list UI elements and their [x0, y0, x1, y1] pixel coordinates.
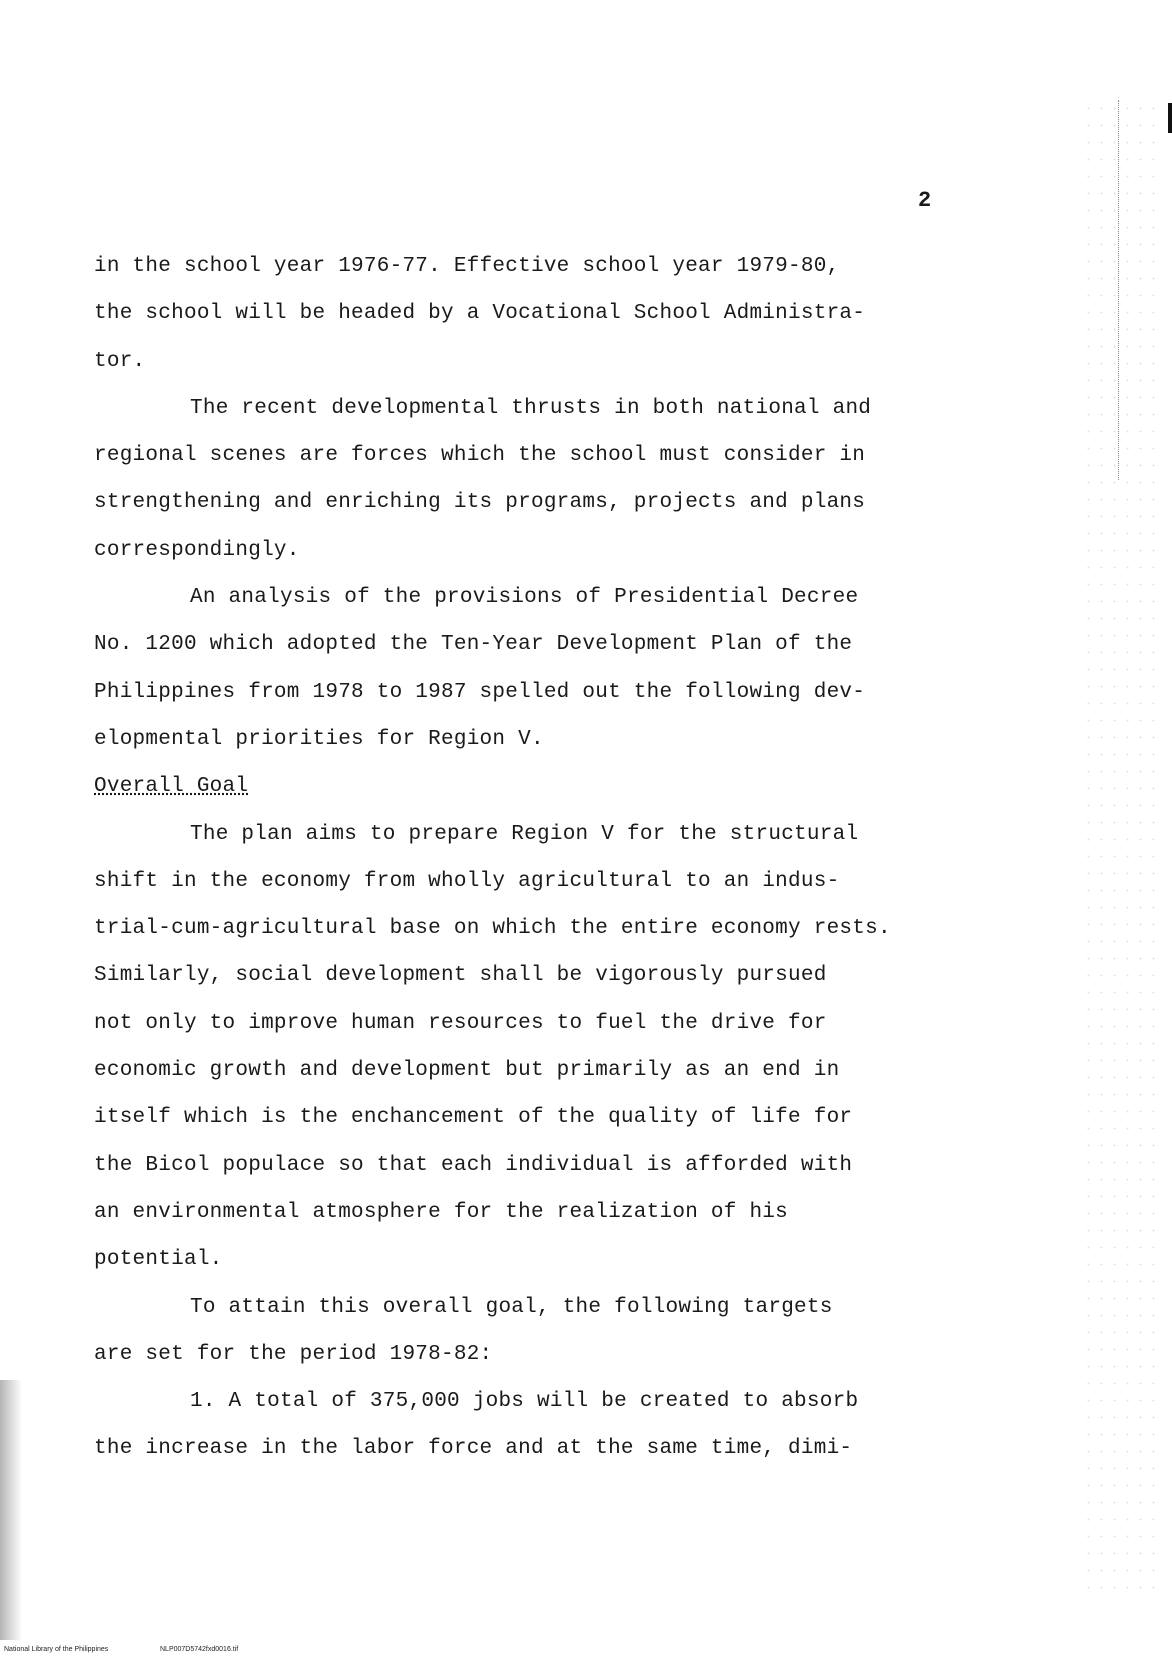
- text-line: Philippines from 1978 to 1987 spelled out the following dev-: [94, 680, 866, 704]
- text-line: tor.: [94, 349, 146, 373]
- text-line: shift in the economy from wholly agricultural to an indus-: [94, 869, 840, 893]
- text-line: The recent developmental thrusts in both national and: [190, 396, 872, 420]
- text-line: Similarly, social development shall be vigorously pursued: [94, 964, 827, 988]
- text-line: economic growth and development but primarily as an end in: [94, 1059, 840, 1083]
- text-line: the school will be headed by a Vocational School Administra-: [94, 302, 866, 326]
- text-line: in the school year 1976-77. Effective school year 1979-80,: [94, 255, 840, 278]
- scan-left-shadow: [0, 1380, 22, 1640]
- text-line: No. 1200 which adopted the Ten-Year Development Plan of the: [94, 633, 853, 657]
- text-line: strengthening and enriching its programs, projects and plans: [94, 491, 866, 515]
- footer-library: National Library of the Philippines: [4, 1646, 109, 1653]
- page-number: 2: [918, 188, 932, 213]
- text-line: the Bicol populace so that each individual is afforded with: [94, 1153, 853, 1177]
- text-line: trial-cum-agricultural base on which the entire economy rests.: [94, 917, 891, 941]
- text-line: The plan aims to prepare Region V for the structural: [190, 822, 859, 846]
- text-line: An analysis of the provisions of Presidential Decree: [190, 586, 859, 610]
- scan-edge-line: [1118, 100, 1120, 480]
- list-item: 1. A total of 375,000 jobs will be created to absorb: [190, 1390, 859, 1414]
- document-body: [94, 252, 944, 1482]
- text-line: are set for the period 1978-82:: [94, 1342, 493, 1366]
- scan-edge-mark: [1168, 103, 1172, 133]
- text-line: regional scenes are forces which the school must consider in: [94, 444, 866, 468]
- text-line: an environmental atmosphere for the realization of his: [94, 1200, 789, 1224]
- text-line: potential.: [94, 1248, 223, 1272]
- text-line: To attain this overall goal, the following targets: [190, 1295, 833, 1319]
- text-line: not only to improve human resources to fuel the drive for: [94, 1011, 827, 1035]
- section-heading: Overall Goal: [94, 775, 249, 799]
- text-line: itself which is the enchancement of the quality of life for: [94, 1106, 853, 1130]
- scan-noise: [1082, 100, 1162, 1600]
- text-line: correspondingly.: [94, 538, 300, 562]
- text-line: the increase in the labor force and at the same time, dimi-: [94, 1437, 853, 1461]
- footer-filename: NLP007D5742fxd0016.tif: [160, 1646, 239, 1653]
- text-line: elopmental priorities for Region V.: [94, 727, 544, 751]
